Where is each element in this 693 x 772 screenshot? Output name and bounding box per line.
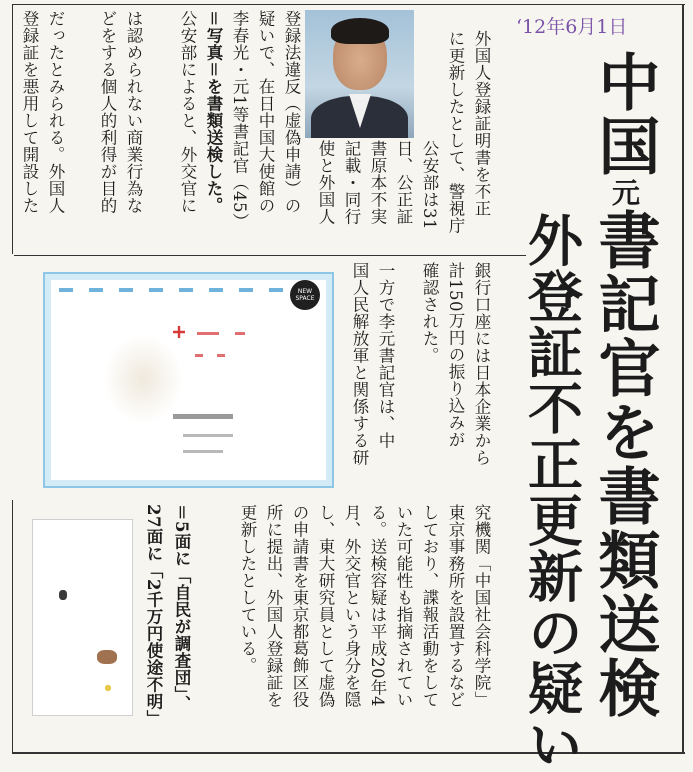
middle-column-2: 計150万円の振り込みが <box>446 262 465 448</box>
card-header-stripe <box>59 288 289 292</box>
lower-column-2: 東京事務所を設置するなど <box>446 504 465 708</box>
card-red-dot-3 <box>195 354 203 357</box>
upper-column-2: に更新したとして、警視庁 <box>446 30 465 234</box>
right-border <box>682 4 684 754</box>
registration-card-image <box>43 272 334 488</box>
upper-column-4: 日、公正証 <box>394 140 413 225</box>
lower-column-12: 27面に「2千万円使途不明」 <box>144 504 163 727</box>
headline-main-prefix: 中国 <box>588 50 661 178</box>
middle-column-5: 国人民解放軍と関係する研 <box>350 262 369 466</box>
upper-column-7: 使と外国人 <box>316 140 335 225</box>
lower-column-3: しており、諜報活動をして <box>420 504 439 708</box>
upper-column-1: 外国人登録証明書を不正 <box>472 30 491 217</box>
upper-column-5: 書原本不実 <box>368 140 387 225</box>
upper-column-12: 公安部によると、外交官に <box>178 10 197 214</box>
lower-column-9: 所に提出、外国人登録証を <box>264 504 283 708</box>
upper-column-8: 登録法違反（虚偽申請）の <box>282 10 301 214</box>
new-space-badge: NEW SPACE <box>290 280 320 310</box>
partial-image-spot-1 <box>59 590 67 600</box>
card-gray-line-2 <box>183 434 233 437</box>
headline-main-suffix: 書記官を書類送検 <box>588 208 661 720</box>
card-red-dot-2 <box>235 332 245 335</box>
top-border <box>12 4 685 5</box>
headline-main-small: 元 <box>608 178 641 208</box>
upper-column-13: は認められない商業行為な <box>124 10 143 214</box>
lower-column-5: る。送検容疑は平成20年4 <box>368 504 387 707</box>
left-border <box>12 4 13 254</box>
upper-column-16: 登録証を悪用して開設した <box>20 10 39 214</box>
card-red-dot-1 <box>197 332 219 335</box>
upper-column-10: 李春光・元1等書記官（45） <box>230 10 249 230</box>
card-gray-line-1 <box>173 414 233 419</box>
section-divider <box>14 255 526 256</box>
partial-image-spot-2 <box>97 650 117 664</box>
photo-hair <box>331 18 389 44</box>
partial-image <box>32 519 133 716</box>
lower-column-11: ＝5面に「自民が調査団」、 <box>172 504 191 712</box>
middle-column-3: 確認された。 <box>420 262 439 364</box>
middle-column-4: 一方で李元書記官は、中 <box>376 262 395 449</box>
headline-sub: 外登証不正更新の疑い <box>519 212 583 772</box>
upper-column-14: どをする個人的利得が目的 <box>98 10 117 214</box>
publication-date: ‘12年6月1日 <box>516 16 628 38</box>
lower-column-7: し、東大研究員として虚偽 <box>316 504 335 708</box>
upper-column-6: 記載・同行 <box>342 140 361 225</box>
middle-column-1: 銀行口座には日本企業から <box>472 262 491 466</box>
upper-column-9: 疑いで、在日中国大使館の <box>256 10 275 214</box>
headline-main <box>588 50 660 720</box>
lower-column-6: 月、外交官という身分を隠 <box>342 504 361 708</box>
card-watermark <box>103 334 183 424</box>
upper-column-11: ＝写真＝を書類送検した。 <box>204 10 223 214</box>
lower-column-8: の申請書を東京都葛飾区役 <box>290 504 309 708</box>
lower-column-4: いた可能性も指摘されてい <box>394 504 413 708</box>
partial-image-spot-3 <box>105 685 111 691</box>
card-gray-line-3 <box>183 450 223 453</box>
left-border-lower <box>12 500 13 752</box>
lower-column-1: 究機関「中国社会科学院」 <box>472 504 491 708</box>
bottom-border <box>12 752 685 754</box>
upper-column-3: 公安部は31 <box>420 140 439 230</box>
card-red-dot-4 <box>217 354 225 357</box>
lower-column-10: 更新したとしている。 <box>238 504 257 674</box>
upper-column-15: だったとみられる。外国人 <box>46 10 65 214</box>
portrait-photo <box>305 10 414 138</box>
